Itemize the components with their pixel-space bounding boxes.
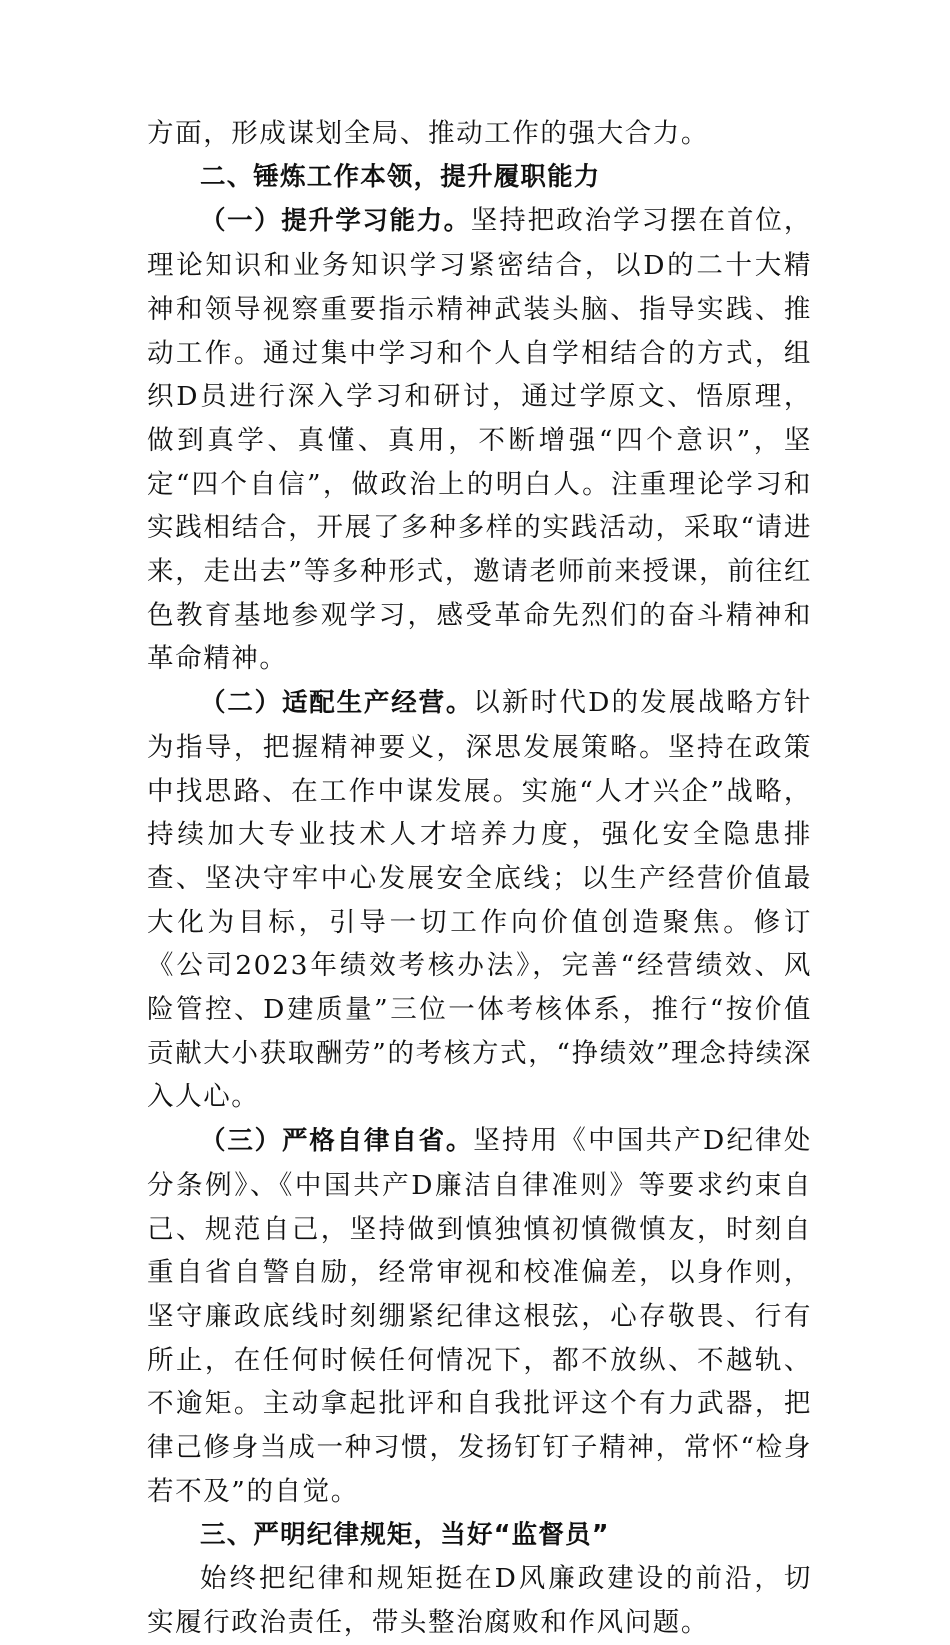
subsection-3-body: 坚持用《中国共产D纪律处分条例》、《中国共产D廉洁自律准则》等要求约束自己、规范自己，坚持做到慎独慎初慎微慎友，时刻自重自省自警自励，经常审视和校准偏差，以身作则，坚守廉政底线时刻绷紧纪律这根弦，心存敬畏、行有所止，在任何时候任何情况下，都不放纵、不越轨、不逾矩。主动拿起批评和自我批评这个有力武器，把律己修身当成一种习惯，发扬钉钉子精神，常怀“检身若不及”的自觉。 [147, 1125, 812, 1507]
section-heading-3: 三、严明纪律规矩，当好“监督员” [200, 1519, 610, 1550]
document-body [147, 112, 812, 1645]
paragraph-continued: 方面，形成谋划全局、推动工作的强大合力。 [147, 118, 709, 149]
subsection-3 [147, 1119, 812, 1513]
section-heading-2: 二、锤炼工作本领，提升履职能力 [200, 161, 601, 192]
subsection-2-title: （二）适配生产经营。 [200, 688, 474, 719]
paragraph-last: 始终把纪律和规矩挺在D风廉政建设的前沿，切实履行政治责任，带头整治腐败和作风问题。 [147, 1563, 812, 1638]
subsection-2 [147, 681, 812, 1119]
subsection-1-body: 坚持把政治学习摆在首位，理论知识和业务知识学习紧密结合，以D的二十大精神和领导视察重要指示精神武装头脑、指导实践、推动工作。通过集中学习和个人自学相结合的方式，组织D员进行深入学习和研讨，通过学原文、悟原理，做到真学、真懂、真用，不断增强“四个意识”，坚定“四个自信”，做政治上的明白人。注重理论学习和实践相结合，开展了多种多样的实践活动，采取“请进来，走出去”等多种形式，邀请老师前来授课，前往红色教育基地参观学习，感受革命先烈们的奋斗精神和革命精神。 [147, 205, 812, 675]
subsection-1-title: （一）提升学习能力。 [200, 206, 471, 237]
subsection-3-title: （三）严格自律自省。 [200, 1126, 474, 1157]
subsection-2-body: 以新时代D的发展战略方针为指导，把握精神要义，深思发展策略。坚持在政策中找思路、在工作中谋发展。实施“人才兴企”战略，持续加大专业技术人才培养力度，强化安全隐患排查、坚决守牢中心发展安全底线；以生产经营价值最大化为目标，引导一切工作向价值创造聚焦。修订《公司2023年绩效考核办法》，完善“经营绩效、风险管控、D建质量”三位一体考核体系，推行“按价值贡献大小获取酬劳”的考核方式，“挣绩效”理念持续深入人心。 [147, 687, 812, 1113]
subsection-1 [147, 199, 812, 681]
